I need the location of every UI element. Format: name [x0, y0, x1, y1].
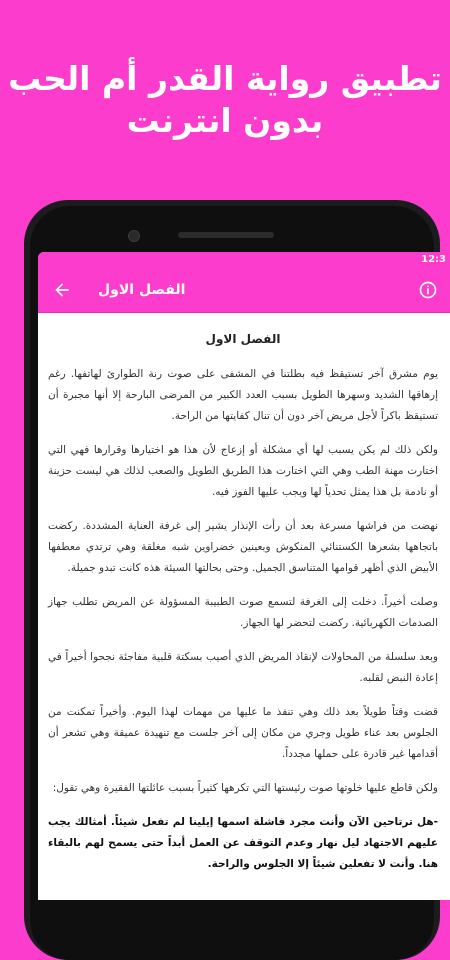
paragraph: ولكن قاطع عليها خلوتها صوت رئيستها التي تكرهها كثيراً بسبب عائلتها الفقيرة وهي تقول: [52, 782, 438, 794]
arrow-left-icon[interactable] [52, 280, 72, 300]
earpiece-speaker [178, 232, 274, 238]
app-screen [38, 252, 450, 900]
app-bar [38, 268, 450, 313]
promo-title-line1: تطبيق رواية القدر أم الحب [8, 59, 442, 98]
chapter-title: الفصل الاول [98, 282, 186, 298]
promo-title-line2: بدون انترنت [126, 101, 324, 140]
front-camera [128, 230, 140, 242]
paragraph: نهضت من فراشها مسرعة بعد أن رأت الإنذار يشير إلى غرفة العناية المشددة. ركضت باتجاهها بشعرها الكستنائي المنكوش وبعينين خضراوين شبه مغلقة وهي ترتدي معطفها الأبيض الذي أظهر قوامها المتناسق الجميل. وحتى بحالتها السيئة هذه كانت تبدو جميلة. [48, 520, 438, 574]
paragraph: يوم مشرق آخر تستيقظ فيه بطلتنا في المشفى على صوت رنة الطوارئ لهاتفها. رغم إرهاقها الشديد وسهرها الطويل بسبب العدد الكبير من المرضى البارحة إلا أنها مجبرة أن تستيقظ باكراً لأجل مريض آخر دون أن تنال كفايتها من الراحة. [48, 368, 438, 422]
info-icon[interactable] [418, 280, 438, 300]
status-time: 12:3 [421, 254, 446, 265]
paragraph: وصلت أخيراً. دخلت إلى الغرفة لتسمع صوت الطبيبة المسؤولة عن المريض تطلب جهاز الصدمات الكهربائية. ركضت لتحضر لها الجهاز. [48, 596, 438, 629]
paragraph: ولكن ذلك لم يكن يسبب لها أي مشكلة أو إزعاج لأن هذا هو اختيارها وقرارها فهي التي اختارت مهنة الطب وهي التي اختارت هذا الطريق الطويل والصعب لذلك هي ليست حزينة أو نادمة بل هذا يمثل تحدياً لها ويجب عليها الفوز فيه. [48, 444, 438, 498]
paragraph: وبعد سلسلة من المحاولات لإنقاذ المريض الذي أصيب بسكتة قلبية مفاجئة نجحوا أخيراً في إعادة النبض لقلبه. [48, 651, 438, 684]
chapter-heading: الفصل الاول [205, 332, 281, 346]
paragraph-dialogue: -هل ترتاحين الآن وأنت مجرد فاشلة اسمها إيلينا لم تفعل شيئاً. أمثالك يجب عليهم الاجتهاد ليل نهار وعدم التوقف عن العمل أبداً حتى يسمح لهم بالبقاء هنا. وأنت لا تفعلين شيئاً إلا الجلوس والراحة. [48, 816, 438, 870]
promo-title [0, 58, 450, 142]
status-bar [38, 252, 450, 268]
paragraph: قضت وقتاً طويلاً بعد ذلك وهي تنفذ ما عليها من مهمات لهذا اليوم. وأخيراً تمكنت من الجلوس بعد عناء طويل وجري من مكان إلى آخر جلست مع تنهيدة عميقة وهي تشعر أن أقدامها غير قادرة على حملها مجدداً. [48, 706, 438, 760]
chapter-content [38, 313, 450, 875]
